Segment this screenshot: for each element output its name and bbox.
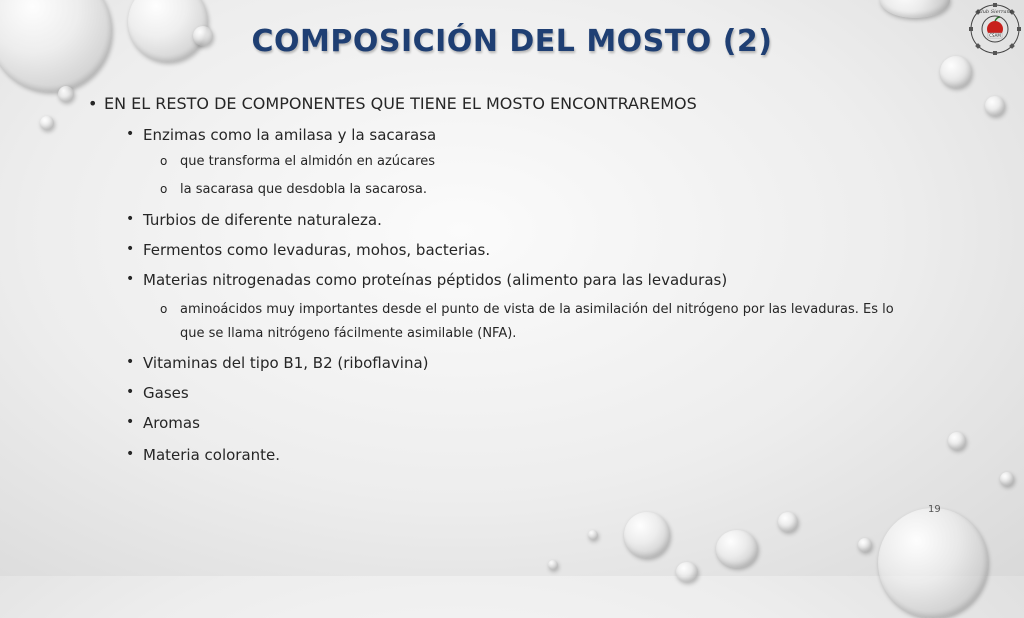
bullet-item-level-3: que se llama nitrógeno fácilmente asimilable (NFA). [180,326,517,341]
bullet-item-level-2: Aromas [143,414,200,432]
bullet-item-level-2: Fermentos como levaduras, mohos, bacterias. [143,241,491,259]
bullet-marker: • [126,414,135,430]
bullet-marker: • [88,94,98,113]
svg-text:CSAM: CSAM [989,33,1001,38]
bullet-marker: • [126,126,135,142]
bullet-item-level-3: la sacarasa que desdobla la sacarosa. [180,182,428,197]
bullet-item-level-2: Gases [143,384,189,402]
bullet-item-level-2: Materia colorante. [143,446,281,464]
bullet-marker: • [126,211,135,227]
sub-bullet-marker: o [160,182,168,196]
bullet-marker: • [126,446,135,462]
bullet-marker: • [126,354,135,370]
bullet-marker: • [126,271,135,287]
sub-bullet-marker: o [160,302,168,316]
page-number: 19 [928,504,941,515]
bullet-marker: • [126,241,135,257]
bullet-item-level-2: Enzimas como la amilasa y la sacarasa [143,126,437,144]
svg-text:Club Sierrano: Club Sierrano [977,9,1013,15]
bullet-item-level-2: Vitaminas del tipo B1, B2 (riboflavina) [143,354,429,372]
bullet-item-level-2: Turbios de diferente naturaleza. [143,211,382,229]
bullet-item-level-3: que transforma el almidón en azúcares [180,154,435,169]
sub-bullet-marker: o [160,154,168,168]
bullet-item-level-2: Materias nitrogenadas como proteínas péptidos (alimento para las levaduras) [143,271,728,289]
bullet-item-level-1: EN EL RESTO DE COMPONENTES QUE TIENE EL MOSTO ENCONTRAREMOS [104,94,697,113]
bullet-item-level-3: aminoácidos muy importantes desde el punto de vista de la asimilación del nitrógeno por las levaduras. Es lo [180,302,894,317]
slide-title: COMPOSICIÓN DEL MOSTO (2) [251,24,773,59]
bullet-marker: • [126,384,135,400]
